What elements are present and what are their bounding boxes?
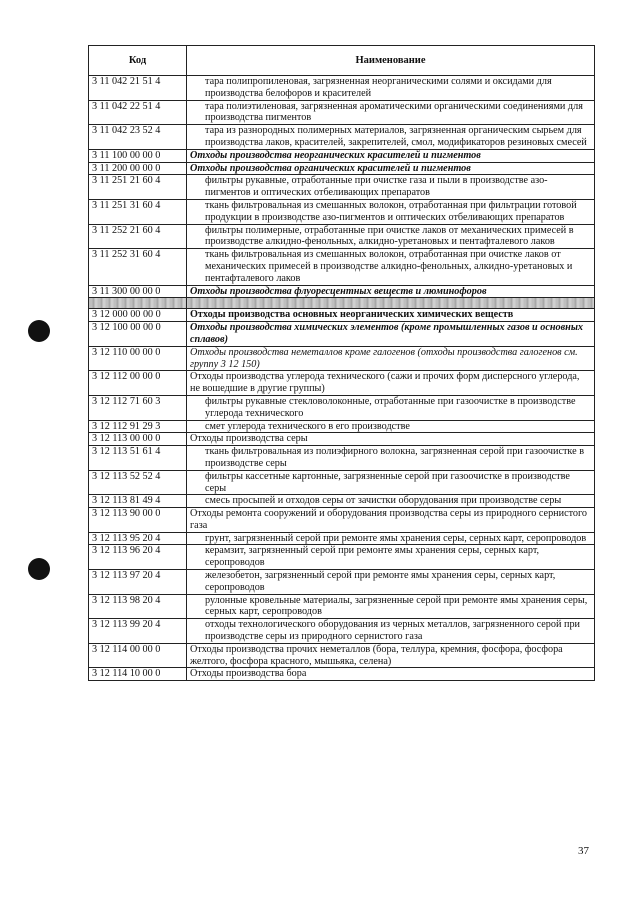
table-row <box>89 532 595 545</box>
waste-code-cell: 3 12 113 51 61 4 <box>89 446 187 471</box>
waste-name-cell: смесь просыпей и отходов серы от зачистки оборудования при производстве серы <box>187 495 595 508</box>
waste-code-cell: 3 11 200 00 00 0 <box>89 162 187 175</box>
table-row <box>89 249 595 285</box>
scan-artifact-band <box>89 298 595 309</box>
waste-name-cell: рулонные кровельные материалы, загрязненные серой при ремонте ямы хранения серы, серных карт, серопроводов <box>187 594 595 619</box>
column-header-name: Наименование <box>187 46 595 76</box>
waste-name-cell: смет углерода технического в его производстве <box>187 420 595 433</box>
waste-code-cell: 3 11 251 21 60 4 <box>89 175 187 200</box>
waste-code-cell: 3 12 113 81 49 4 <box>89 495 187 508</box>
waste-name-cell: Отходы производства химических элементов (кроме промышленных газов и основных сплавов) <box>187 322 595 347</box>
waste-name-cell: Отходы производства органических красителей и пигментов <box>187 162 595 175</box>
table-row <box>89 495 595 508</box>
waste-name-cell: отходы технологического оборудования из черных металлов, загрязненного серой при производстве серы из природного сернистого газа <box>187 619 595 644</box>
table-row <box>89 470 595 495</box>
punch-hole <box>28 558 50 580</box>
table-row <box>89 346 595 371</box>
table-row <box>89 395 595 420</box>
table-row <box>89 125 595 150</box>
waste-name-cell: железобетон, загрязненный серой при ремонте ямы хранения серы, серных карт, серопроводов <box>187 570 595 595</box>
waste-code-cell: 3 11 252 31 60 4 <box>89 249 187 285</box>
waste-name-cell: Отходы производства основных неорганических химических веществ <box>187 309 595 322</box>
waste-name-cell: тара полиэтиленовая, загрязненная ароматическими органическими соединениями для производства пигментов <box>187 100 595 125</box>
waste-name-cell: Отходы производства прочих неметаллов (бора, теллура, кремния, фосфора, фосфора желтого, фосфора красного, мышьяка, селена) <box>187 643 595 668</box>
table-row <box>89 371 595 396</box>
waste-classification-table <box>88 45 595 681</box>
table-row <box>89 420 595 433</box>
waste-code-cell: 3 12 110 00 00 0 <box>89 346 187 371</box>
waste-code-cell: 3 12 114 10 00 0 <box>89 668 187 681</box>
table-row <box>89 162 595 175</box>
waste-name-cell: тара из разнородных полимерных материалов, загрязненная органическим сырьем для производства лаков, красителей, закрепителей, смол, модификаторов резиновых смесей <box>187 125 595 150</box>
waste-name-cell: грунт, загрязненный серой при ремонте ямы хранения серы, серных карт, серопроводов <box>187 532 595 545</box>
waste-code-cell: 3 12 113 52 52 4 <box>89 470 187 495</box>
table-row <box>89 643 595 668</box>
table-row <box>89 199 595 224</box>
waste-code-cell: 3 12 113 97 20 4 <box>89 570 187 595</box>
waste-code-cell: 3 12 112 00 00 0 <box>89 371 187 396</box>
table-row <box>89 545 595 570</box>
waste-code-cell: 3 12 113 95 20 4 <box>89 532 187 545</box>
waste-name-cell: Отходы производства флуоресцентных веществ и люминофоров <box>187 285 595 298</box>
waste-name-cell: ткань фильтровальная из смешанных волокон, отработанная при очистке лаков от механических примесей в производстве алкидно-фенольных, алкидно-уретановых и пентафталевого лаков <box>187 249 595 285</box>
table-row <box>89 224 595 249</box>
waste-code-cell <box>89 298 187 309</box>
table-body <box>89 76 595 681</box>
table-row <box>89 76 595 101</box>
table-row <box>89 100 595 125</box>
waste-name-cell: Отходы производства углерода технического (сажи и прочих форм дисперсного углерода, не вошедшие в другие группы) <box>187 371 595 396</box>
page-number: 37 <box>578 845 589 857</box>
waste-name-cell: тара полипропиленовая, загрязненная неорганическими солями и оксидами для производства белофоров и красителей <box>187 76 595 101</box>
waste-code-cell: 3 11 300 00 00 0 <box>89 285 187 298</box>
waste-name-cell: ткань фильтровальная из смешанных волокон, отработанная при фильтрации готовой продукции в производстве азо-пигментов и оптических отбеливающих препаратов <box>187 199 595 224</box>
table-row <box>89 433 595 446</box>
punch-hole <box>28 320 50 342</box>
waste-name-cell: фильтры рукавные, отработанные при очистке газа и пыли в производстве азо-пигментов и оптических отбеливающих препаратов <box>187 175 595 200</box>
waste-name-cell: Отходы производства бора <box>187 668 595 681</box>
waste-code-cell: 3 12 113 98 20 4 <box>89 594 187 619</box>
waste-code-cell: 3 12 114 00 00 0 <box>89 643 187 668</box>
waste-name-cell: Отходы производства неорганических красителей и пигментов <box>187 149 595 162</box>
table-row <box>89 594 595 619</box>
waste-code-cell: 3 12 113 00 00 0 <box>89 433 187 446</box>
table-row <box>89 508 595 533</box>
table-row <box>89 619 595 644</box>
table-row <box>89 175 595 200</box>
waste-code-cell: 3 12 100 00 00 0 <box>89 322 187 347</box>
waste-name-cell: Отходы ремонта сооружений и оборудования производства серы из природного сернистого газа <box>187 508 595 533</box>
waste-code-cell: 3 11 251 31 60 4 <box>89 199 187 224</box>
table-row <box>89 285 595 298</box>
table-row <box>89 570 595 595</box>
waste-code-cell: 3 11 042 23 52 4 <box>89 125 187 150</box>
waste-name-cell: фильтры кассетные картонные, загрязненные серой при газоочистке в производстве серы <box>187 470 595 495</box>
waste-name-cell <box>187 298 595 309</box>
table-row <box>89 446 595 471</box>
waste-name-cell: фильтры рукавные стекловолоконные, отработанные при газоочистке в производстве углерода технического <box>187 395 595 420</box>
waste-name-cell: Отходы производства серы <box>187 433 595 446</box>
column-header-code: Код <box>89 46 187 76</box>
waste-code-cell: 3 11 100 00 00 0 <box>89 149 187 162</box>
waste-code-cell: 3 12 113 99 20 4 <box>89 619 187 644</box>
table-row <box>89 149 595 162</box>
waste-code-cell: 3 12 112 91 29 3 <box>89 420 187 433</box>
waste-code-cell: 3 12 113 90 00 0 <box>89 508 187 533</box>
waste-code-cell: 3 12 000 00 00 0 <box>89 309 187 322</box>
table-row <box>89 668 595 681</box>
table-row <box>89 322 595 347</box>
waste-code-cell: 3 12 113 96 20 4 <box>89 545 187 570</box>
table-row <box>89 309 595 322</box>
waste-code-cell: 3 11 042 22 51 4 <box>89 100 187 125</box>
table-header-row <box>89 46 595 76</box>
waste-code-cell: 3 11 042 21 51 4 <box>89 76 187 101</box>
waste-code-cell: 3 12 112 71 60 3 <box>89 395 187 420</box>
waste-name-cell: ткань фильтровальная из полиэфирного волокна, загрязненная серой при газоочистке в производстве серы <box>187 446 595 471</box>
waste-name-cell: фильтры полимерные, отработанные при очистке лаков от механических примесей в производстве алкидно-фенольных, алкидно-уретановых и пентафталевого лаков <box>187 224 595 249</box>
waste-name-cell: Отходы производства неметаллов кроме галогенов (отходы производства галогенов см. группу 3 12 150) <box>187 346 595 371</box>
waste-code-cell: 3 11 252 21 60 4 <box>89 224 187 249</box>
waste-name-cell: керамзит, загрязненный серой при ремонте ямы хранения серы, серных карт, серопроводов <box>187 545 595 570</box>
